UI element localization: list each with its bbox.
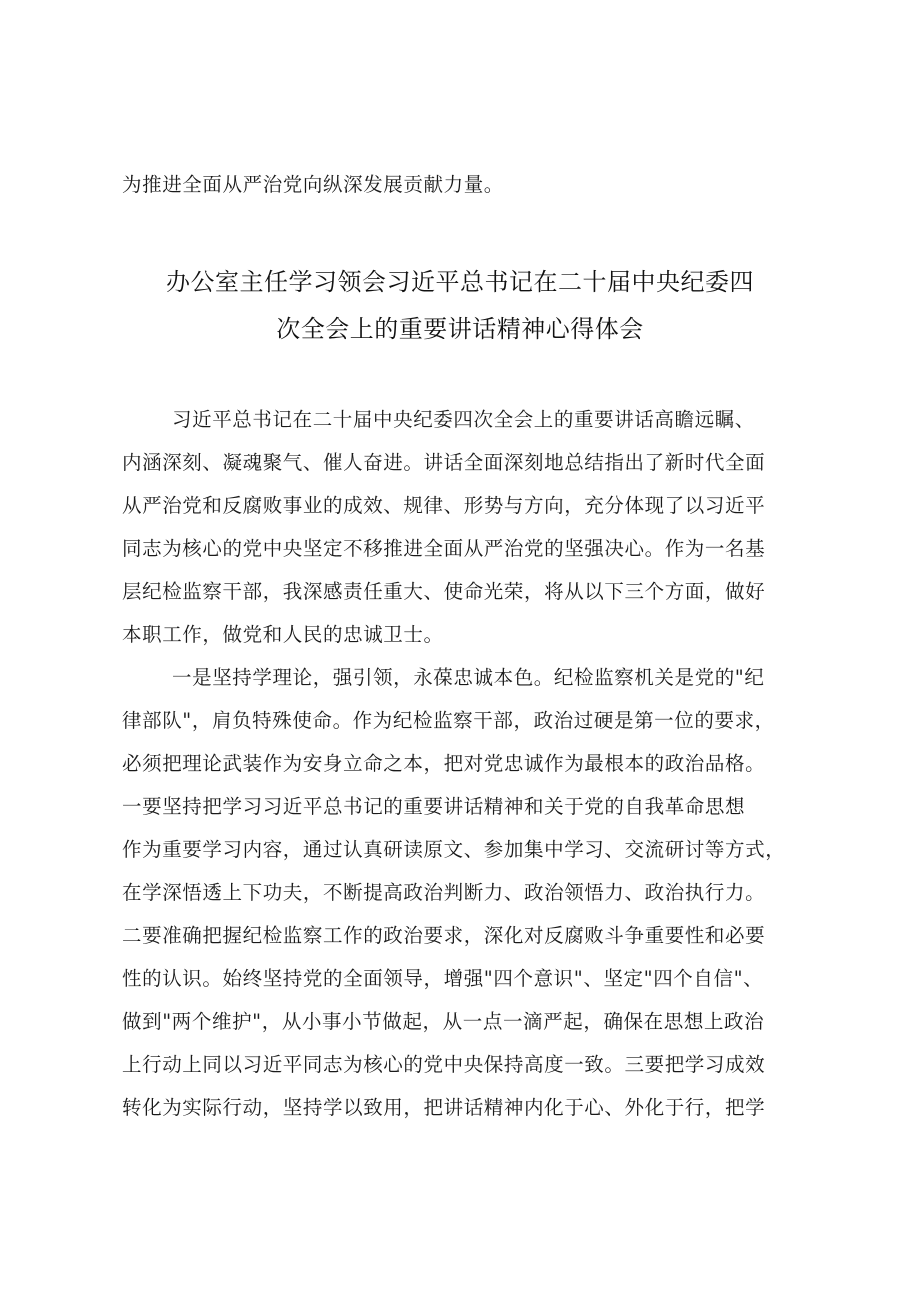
paragraph-1-line: 内涵深刻、凝魂聚气、催人奋进。讲话全面深刻地总结指出了新时代全面: [122, 451, 766, 474]
paragraph-2-line: 必须把理论武装作为安身立命之本，把对党忠诚作为最根本的政治品格。: [122, 752, 766, 775]
paragraph-1-line: 同志为核心的党中央坚定不移推进全面从严治党的坚强决心。作为一名基: [122, 537, 766, 560]
paragraph-2-line: 上行动上同以习近平同志为核心的党中央保持高度一致。三要把学习成效: [122, 1053, 766, 1076]
paragraph-1-line: 从严治党和反腐败事业的成效、规律、形势与方向，充分体现了以习近平: [122, 494, 766, 517]
paragraph-1-line: 本职工作，做党和人民的忠诚卫士。: [122, 623, 444, 646]
paragraph-2-line: 律部队"，肩负特殊使命。作为纪检监察干部，政治过硬是第一位的要求，: [122, 709, 775, 732]
paragraph-2-line: 做到"两个维护"，从小事小节做起，从一点一滴严起，确保在思想上政治: [122, 1010, 765, 1033]
paragraph-2-line: 一要坚持把学习习近平总书记的重要讲话精神和关于党的自我革命思想: [122, 795, 746, 818]
paragraph-2-line: 作为重要学习内容，通过认真研读原文、参加集中学习、交流研讨等方式，: [122, 838, 786, 861]
paragraph-1-line: 习近平总书记在二十届中央纪委四次全会上的重要讲话高瞻远瞩、: [172, 408, 755, 431]
paragraph-1-line: 层纪检监察干部，我深感责任重大、使命光荣，将从以下三个方面，做好: [122, 580, 766, 603]
carryover-paragraph-line: 为推进全面从严治党向纵深发展贡献力量。: [122, 173, 504, 196]
document-title-line-1: 办公室主任学习领会习近平总书记在二十届中央纪委四: [166, 268, 754, 296]
paragraph-2-line: 一是坚持学理论，强引领，永葆忠诚本色。纪检监察机关是党的"纪: [172, 666, 765, 689]
paragraph-2-line: 二要准确把握纪检监察工作的政治要求，深化对反腐败斗争重要性和必要: [122, 924, 766, 947]
paragraph-2-line: 在学深悟透上下功夫，不断提高政治判断力、政治领悟力、政治执行力。: [122, 881, 766, 904]
document-title-line-2: 次全会上的重要讲话精神心得体会: [276, 315, 644, 343]
paragraph-2-line: 性的认识。始终坚持党的全面领导，增强"四个意识"、坚定"四个自信"、: [122, 967, 764, 990]
paragraph-2-line: 转化为实际行动，坚持学以致用，把讲话精神内化于心、外化于行，把学: [122, 1096, 766, 1119]
